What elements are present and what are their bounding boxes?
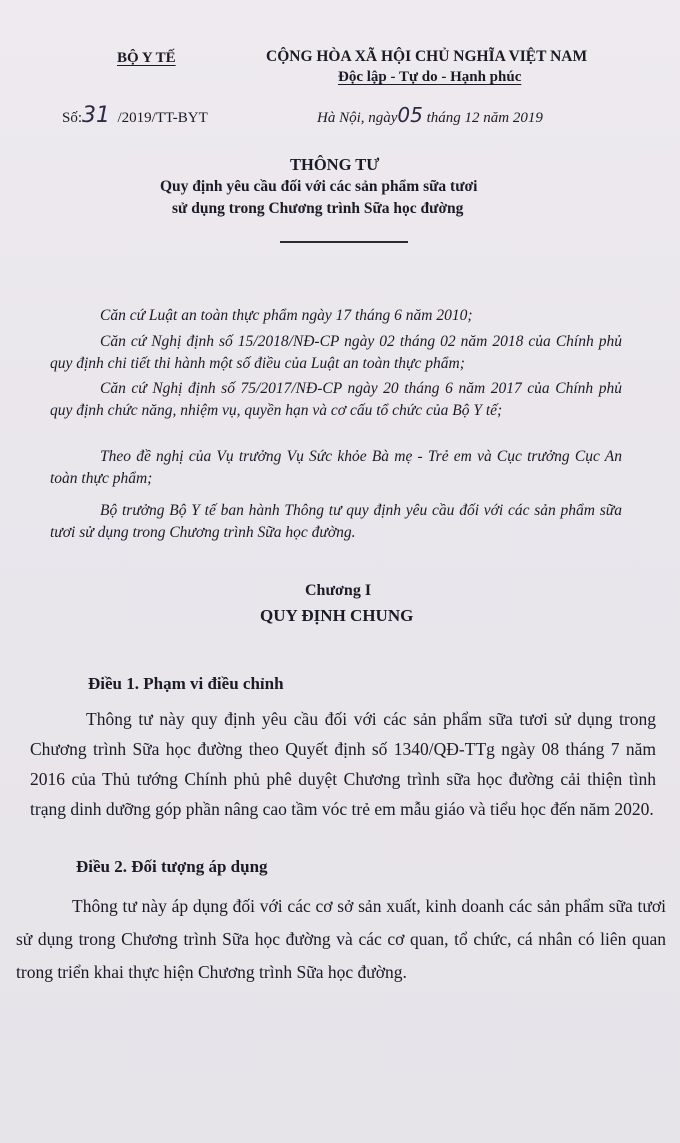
agency-name: BỘ Y TẾ xyxy=(117,50,176,66)
national-motto: Độc lập - Tự do - Hạnh phúc xyxy=(338,69,522,85)
preamble-1: Căn cứ Luật an toàn thực phẩm ngày 17 tháng 6 năm 2010; xyxy=(100,307,473,324)
date-prefix: Hà Nội, ngày xyxy=(317,110,398,126)
title-line-1: Quy định yêu cầu đối với các sản phẩm sữa tươi xyxy=(160,178,478,195)
number-suffix: /2019/TT-BYT xyxy=(117,110,208,126)
document-type: THÔNG TƯ xyxy=(290,155,380,174)
handwritten-number: 31 xyxy=(82,103,111,128)
article-1-heading: Điều 1. Phạm vi điều chỉnh xyxy=(88,674,284,693)
preamble-5: Bộ trưởng Bộ Y tế ban hành Thông tư quy định yêu cầu đối với các sản phẩm sữa tươi sử dụng trong Chương trình Sữa học đường. xyxy=(50,502,622,541)
article-2-body: Thông tư này áp dụng đối với các cơ sở sản xuất, kinh doanh các sản phẩm sữa tươi sử dụng trong Chương trình Sữa học đường và các cơ quan, tổ chức, cá nhân có liên quan trong triển khai thực hiện Chương trình Sữa học đường. xyxy=(16,896,666,982)
article-1-body: Thông tư này quy định yêu cầu đối với các sản phẩm sữa tươi sử dụng trong Chương trình Sữa học đường theo Quyết định số 1340/QĐ-TTg ngày 08 tháng 7 năm 2016 của Thủ tướng Chính phủ phê duyệt Chương trình sữa học đường cải thiện tình trạng dinh dưỡng góp phần nâng cao tầm vóc trẻ em mẫu giáo và tiểu học đến năm 2020. xyxy=(30,709,656,819)
preamble-2: Căn cứ Nghị định số 15/2018/NĐ-CP ngày 02 tháng 02 năm 2018 của Chính phủ quy định chi tiết thi hành một số điều của Luật an toàn thực phẩm; xyxy=(50,333,622,372)
preamble-4: Theo đề nghị của Vụ trưởng Vụ Sức khỏe Bà mẹ - Trẻ em và Cục trưởng Cục An toàn thực phẩm; xyxy=(50,448,622,487)
handwritten-day: 05 xyxy=(397,103,423,127)
title-line-2: sử dụng trong Chương trình Sữa học đường xyxy=(172,200,464,217)
date-rest: tháng 12 năm 2019 xyxy=(426,110,543,126)
article-2-heading: Điều 2. Đối tượng áp dụng xyxy=(76,857,268,876)
date-line xyxy=(317,103,543,127)
chapter-label: Chương I xyxy=(305,582,372,599)
title-separator xyxy=(280,241,408,243)
republic-name: CỘNG HÒA XÃ HỘI CHỦ NGHĨA VIỆT NAM xyxy=(266,48,588,65)
preamble-3: Căn cứ Nghị định số 75/2017/NĐ-CP ngày 20 tháng 6 năm 2017 của Chính phủ quy định chức năng, nhiệm vụ, quyền hạn và cơ cấu tổ chức của Bộ Y tế; xyxy=(50,380,622,419)
chapter-title: QUY ĐỊNH CHUNG xyxy=(260,606,414,625)
document-number xyxy=(62,103,208,128)
number-prefix: Số: xyxy=(62,110,83,126)
